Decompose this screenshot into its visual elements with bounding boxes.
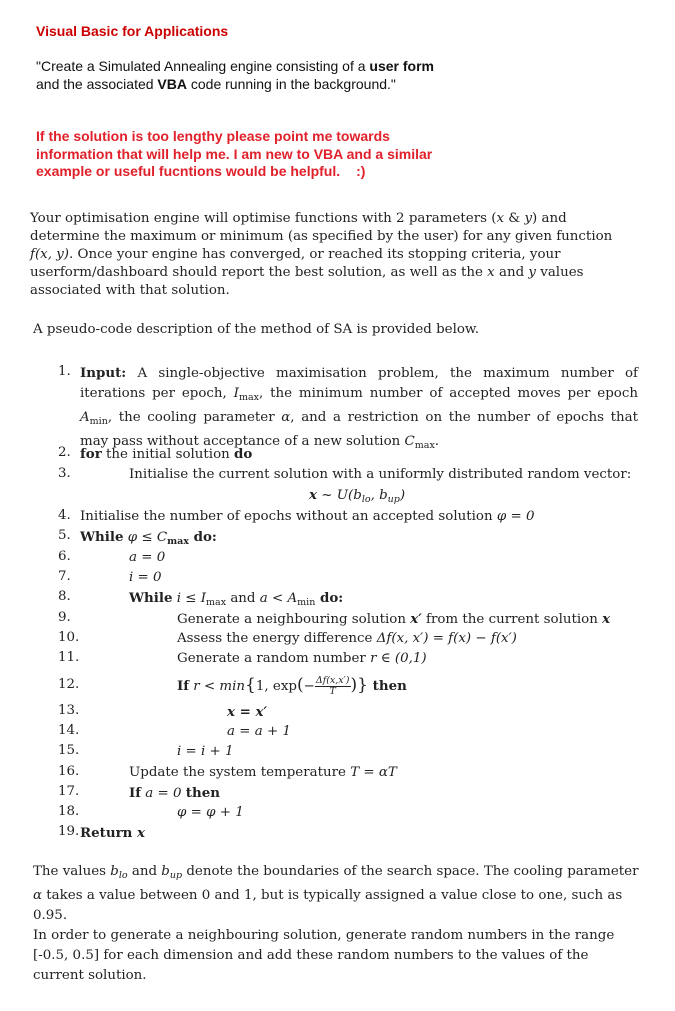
math-x-vector: x bbox=[132, 825, 146, 841]
brace-close: } bbox=[357, 675, 368, 695]
step-11 bbox=[177, 650, 427, 668]
subscript: max bbox=[414, 440, 435, 451]
intro-text: . Once your engine has converged, or reached its stopping criteria, your userform/dashboard should report the best solution, as well as the bbox=[30, 247, 561, 280]
keyword-while: While bbox=[80, 529, 124, 545]
subscript: up bbox=[169, 870, 183, 881]
math-x-prime: x′ bbox=[410, 611, 422, 627]
intro-text: Your optimisation engine will optimise functions with 2 parameters ( bbox=[30, 211, 497, 226]
keyword-for: for bbox=[80, 446, 102, 462]
subscript: min bbox=[297, 597, 316, 608]
step-text: Generate a neighbouring solution bbox=[177, 612, 411, 627]
math-text: , b bbox=[370, 488, 388, 503]
math-I: I bbox=[233, 386, 239, 401]
step-2 bbox=[80, 445, 252, 464]
intro-text: values associated with that solution. bbox=[30, 265, 584, 298]
step-3-equation bbox=[309, 486, 405, 509]
fraction-denominator: T bbox=[329, 686, 336, 697]
pseudo-code-lead: A pseudo-code description of the method of SA is provided below. bbox=[33, 322, 480, 337]
smiley: :) bbox=[356, 163, 366, 179]
step-number: 19. bbox=[58, 824, 80, 839]
step-number: 11. bbox=[58, 650, 80, 665]
step-text: and bbox=[226, 591, 260, 606]
step-1-input bbox=[80, 363, 638, 456]
outro-text: takes a value between 0 and 1, but is typically assigned a value close to one, such as 0.95. bbox=[33, 888, 623, 923]
subscript: max bbox=[206, 597, 227, 608]
math-phi: φ = 0 bbox=[496, 509, 535, 524]
fraction bbox=[315, 676, 351, 697]
math-y: y bbox=[528, 265, 536, 280]
step-number: 9. bbox=[58, 610, 71, 625]
math-text: r < min bbox=[189, 679, 246, 694]
quote-text: code running in the background." bbox=[186, 75, 396, 92]
step-8 bbox=[129, 589, 343, 612]
task-quote bbox=[36, 58, 436, 93]
step-number: 13. bbox=[58, 703, 80, 718]
math-text: 1, exp bbox=[255, 679, 297, 694]
keyword-do: do bbox=[234, 446, 253, 462]
outro-text: denote the boundaries of the search space. The cooling parameter bbox=[182, 864, 639, 879]
step-number: 8. bbox=[58, 589, 71, 604]
math-temperature: T = αT bbox=[350, 765, 397, 780]
step-text: from the current solution bbox=[421, 612, 603, 627]
subscript: lo bbox=[361, 494, 371, 505]
step-6: a = 0 bbox=[129, 550, 166, 565]
step-text: Generate a random number bbox=[177, 651, 371, 666]
step-text: , the minimum number of accepted moves per epoch bbox=[258, 386, 638, 401]
step-text: . bbox=[434, 434, 440, 449]
page-title: Visual Basic for Applications bbox=[36, 23, 229, 39]
step-text: A single-objective maximisation problem, the maximum number of iterations per epoch, bbox=[80, 366, 638, 401]
step-number: 16. bbox=[58, 764, 80, 779]
step-number: 4. bbox=[58, 508, 71, 523]
help-note bbox=[36, 128, 456, 181]
math-text: a < A bbox=[259, 591, 298, 606]
intro-text: and bbox=[494, 265, 529, 280]
keyword-then: then bbox=[367, 678, 407, 694]
outro-text: The values bbox=[33, 864, 111, 879]
math-b: b bbox=[161, 864, 170, 879]
math-b: b bbox=[110, 864, 119, 879]
step-3: Initialise the current solution with a uniformly distributed random vector: bbox=[129, 467, 632, 482]
subscript: max bbox=[167, 536, 189, 547]
help-note-text: If the solution is too lengthy please point me towards information that will help me. I am new to VBA and a similar example or useful fucntions would be helpful. bbox=[36, 128, 433, 179]
outro-paragraph-1 bbox=[33, 862, 639, 926]
keyword-do: do: bbox=[315, 590, 344, 606]
math-energy-diff: Δf(x, x′) = f(x) − f(x′) bbox=[376, 631, 517, 646]
math-text: ~ U(b bbox=[316, 488, 362, 503]
quote-bold-vba: VBA bbox=[157, 75, 187, 92]
math-alpha: α bbox=[281, 410, 291, 425]
step-14: a = a + 1 bbox=[227, 724, 291, 739]
paren-close: ) bbox=[350, 675, 358, 695]
step-number: 3. bbox=[58, 466, 71, 481]
step-number: 6. bbox=[58, 549, 71, 564]
step-number: 17. bbox=[58, 784, 80, 799]
math-C: C bbox=[404, 434, 415, 449]
intro-paragraph bbox=[30, 210, 630, 300]
step-7: i = 0 bbox=[129, 570, 162, 585]
step-number: 14. bbox=[58, 723, 80, 738]
step-number: 12. bbox=[58, 677, 80, 692]
quote-text: and the associated bbox=[36, 75, 158, 92]
math-phi-cmax: φ ≤ C bbox=[123, 530, 168, 545]
math-fxy: f(x, y) bbox=[30, 247, 70, 262]
step-18: φ = φ + 1 bbox=[177, 805, 244, 820]
intro-text: & bbox=[504, 211, 525, 226]
outro-text: and bbox=[127, 864, 162, 879]
step-13: x = x′ bbox=[227, 704, 268, 720]
step-15: i = i + 1 bbox=[177, 744, 234, 759]
math-alpha: α bbox=[33, 888, 43, 903]
step-19 bbox=[80, 824, 145, 843]
keyword-input: Input: bbox=[80, 365, 127, 381]
fraction-numerator: Δf(x,x′) bbox=[315, 675, 350, 686]
step-text: , the cooling parameter bbox=[107, 410, 282, 425]
step-number: 7. bbox=[58, 569, 71, 584]
math-x-vector: x bbox=[309, 487, 317, 503]
step-text: Initialise the number of epochs without an accepted solution bbox=[80, 509, 497, 524]
step-number: 5. bbox=[58, 528, 71, 543]
subscript: lo bbox=[118, 870, 128, 881]
step-5 bbox=[80, 528, 217, 551]
step-4 bbox=[80, 508, 534, 526]
math-text: i ≤ I bbox=[172, 591, 207, 606]
math-x-vector: x bbox=[602, 611, 611, 627]
step-10 bbox=[177, 630, 517, 648]
math-y: y bbox=[524, 211, 533, 226]
keyword-then: then bbox=[185, 785, 220, 801]
step-number: 10. bbox=[58, 630, 80, 645]
step-text: , and a restriction on the number of epochs that may pass without acceptance of a new solution bbox=[80, 410, 638, 449]
math-x: x bbox=[496, 211, 505, 226]
minus-sign: − bbox=[303, 679, 315, 694]
subscript: max bbox=[238, 392, 259, 403]
math-text: ) bbox=[399, 488, 406, 503]
step-17 bbox=[129, 784, 220, 803]
keyword-if: If bbox=[177, 678, 190, 694]
step-number: 2. bbox=[58, 445, 71, 460]
step-9 bbox=[177, 610, 610, 629]
outro-paragraph-2: In order to generate a neighbouring solution, generate random numbers in the range [-0.5, 0.5] for each dimension and add these random numbers to the values of the current solution. bbox=[33, 928, 615, 983]
step-number: 1. bbox=[58, 364, 71, 379]
keyword-while: While bbox=[129, 590, 173, 606]
math-A: A bbox=[80, 410, 90, 425]
brace-open: { bbox=[245, 675, 256, 695]
step-text: Assess the energy difference bbox=[177, 631, 377, 646]
intro-text: ) and determine the maximum or minimum (as specified by the user) for any given function bbox=[30, 211, 613, 244]
math-text: a = 0 bbox=[141, 786, 186, 801]
step-16 bbox=[129, 764, 397, 782]
keyword-do: do: bbox=[188, 529, 217, 545]
step-number: 18. bbox=[58, 804, 80, 819]
quote-bold-user-form: user form bbox=[369, 58, 434, 74]
subscript: up bbox=[387, 494, 400, 505]
subscript: min bbox=[89, 416, 108, 427]
outro-paragraphs bbox=[33, 862, 639, 986]
step-12 bbox=[177, 673, 407, 699]
step-text: Update the system temperature bbox=[129, 765, 351, 780]
paren-open: ( bbox=[296, 675, 304, 695]
math-random-r: r ∈ (0,1) bbox=[370, 651, 427, 666]
step-number: 15. bbox=[58, 743, 80, 758]
keyword-return: Return bbox=[80, 825, 133, 841]
step-text: the initial solution bbox=[101, 447, 235, 462]
keyword-if: If bbox=[129, 785, 142, 801]
math-x: x bbox=[487, 265, 495, 280]
quote-text: "Create a Simulated Annealing engine consisting of a bbox=[36, 58, 370, 74]
